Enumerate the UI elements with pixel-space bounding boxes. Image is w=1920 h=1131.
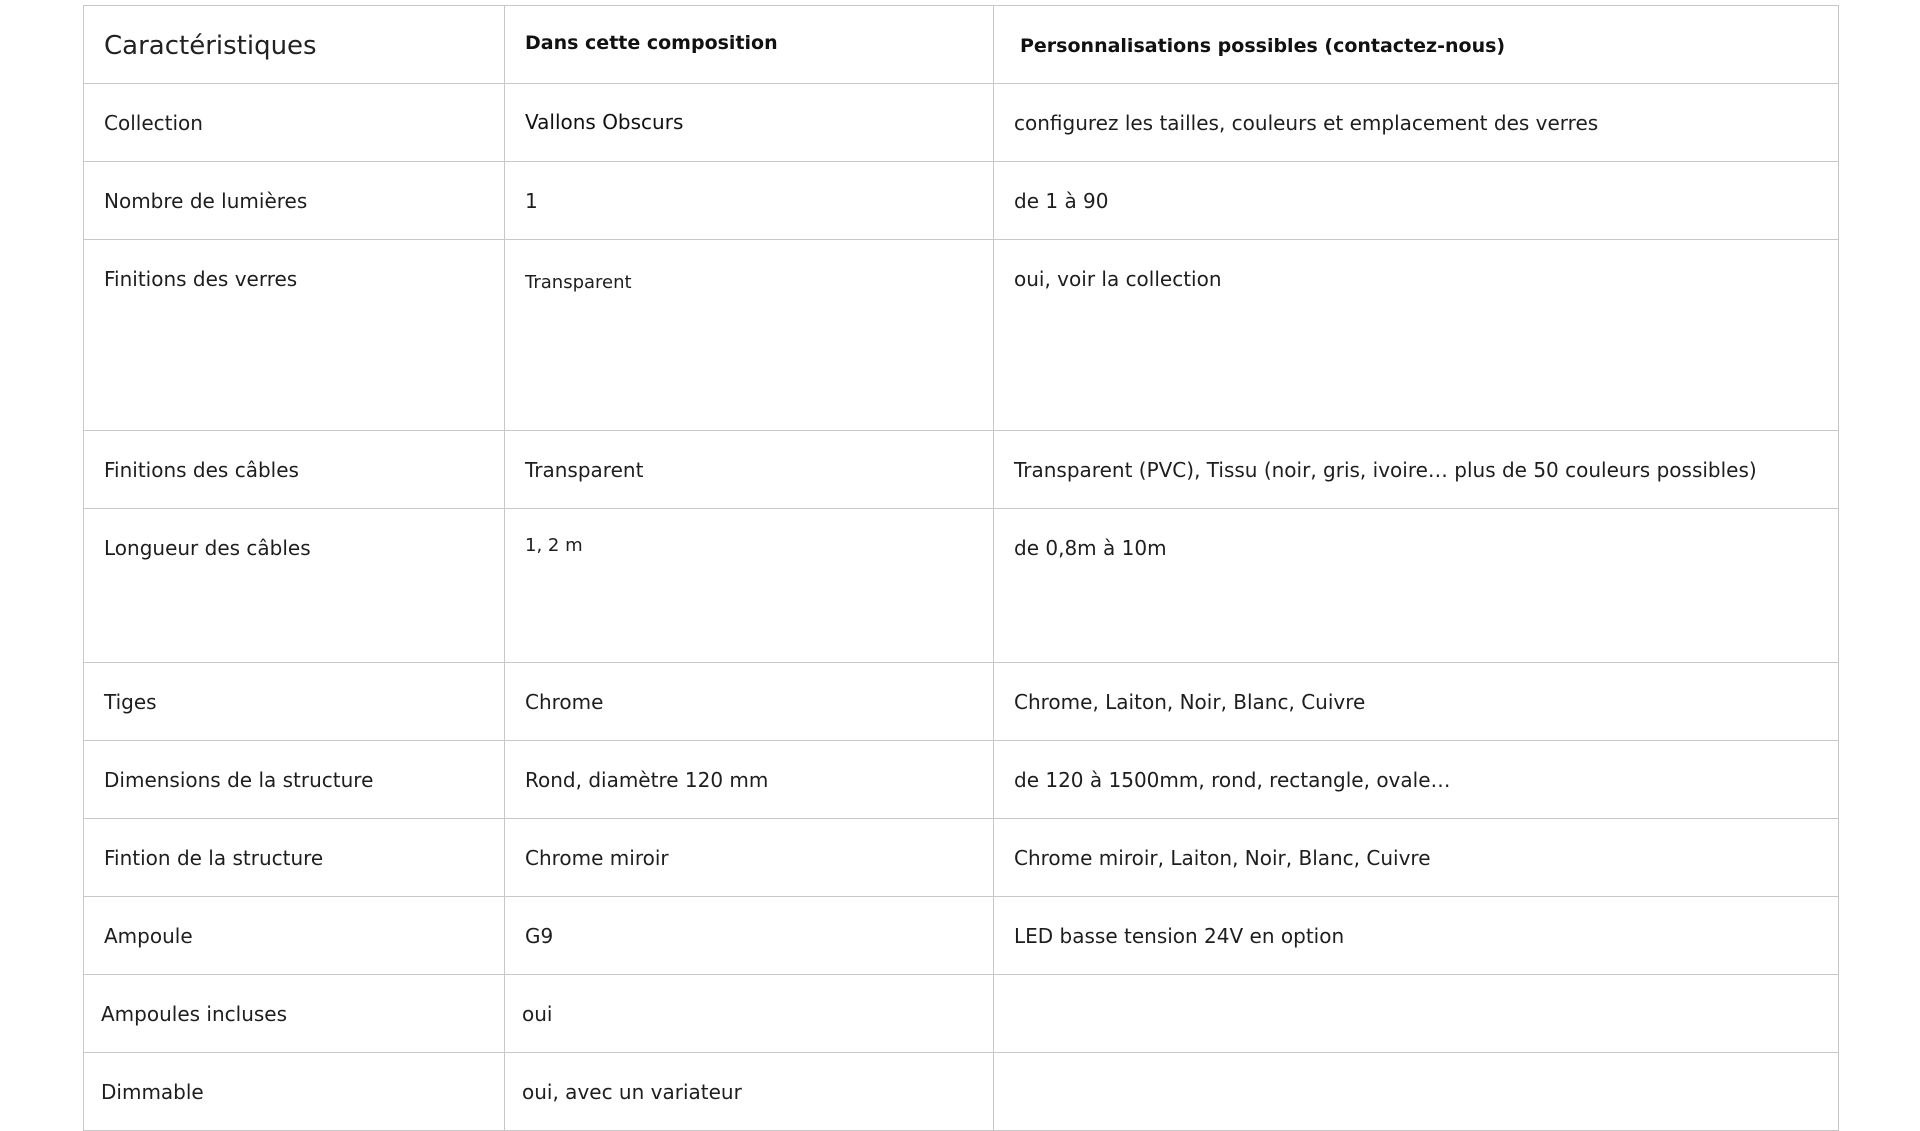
row-composition-value: Chrome <box>505 663 994 741</box>
header-customizations: Personnalisations possibles (contactez-nous) <box>994 6 1839 84</box>
row-label: Collection <box>84 84 505 162</box>
row-customization-value: Chrome, Laiton, Noir, Blanc, Cuivre <box>994 663 1839 741</box>
row-composition-value: Transparent <box>505 240 994 431</box>
table-row <box>84 162 1839 240</box>
row-label: Dimmable <box>84 1053 505 1131</box>
row-customization-value: Chrome miroir, Laiton, Noir, Blanc, Cuivre <box>994 819 1839 897</box>
table-row <box>84 975 1839 1053</box>
table-row <box>84 741 1839 819</box>
row-customization-value <box>994 1053 1839 1131</box>
row-label: Fintion de la structure <box>84 819 505 897</box>
row-composition-value: Transparent <box>505 431 994 509</box>
row-label: Finitions des verres <box>84 240 505 431</box>
table-row <box>84 819 1839 897</box>
row-composition-value: 1, 2 m <box>505 509 994 663</box>
row-composition-value: G9 <box>505 897 994 975</box>
row-label: Ampoule <box>84 897 505 975</box>
row-label: Nombre de lumières <box>84 162 505 240</box>
table-row <box>84 84 1839 162</box>
row-label: Ampoules incluses <box>84 975 505 1053</box>
row-composition-value: oui, avec un variateur <box>505 1053 994 1131</box>
row-label: Longueur des câbles <box>84 509 505 663</box>
row-composition-value: oui <box>505 975 994 1053</box>
row-label: Tiges <box>84 663 505 741</box>
row-customization-value <box>994 975 1839 1053</box>
row-composition-value: Rond, diamètre 120 mm <box>505 741 994 819</box>
row-composition-value: Chrome miroir <box>505 819 994 897</box>
table-row <box>84 897 1839 975</box>
row-customization-value: Transparent (PVC), Tissu (noir, gris, ivoire… plus de 50 couleurs possibles) <box>994 431 1839 509</box>
table-header-row <box>84 6 1839 84</box>
table-row <box>84 663 1839 741</box>
table-row <box>84 509 1839 663</box>
table-row <box>84 240 1839 431</box>
header-composition: Dans cette composition <box>505 6 994 84</box>
row-composition-value: Vallons Obscurs <box>505 84 994 162</box>
row-label: Finitions des câbles <box>84 431 505 509</box>
characteristics-table <box>83 5 1839 1131</box>
row-composition-value: 1 <box>505 162 994 240</box>
row-customization-value: oui, voir la collection <box>994 240 1839 431</box>
row-customization-value: de 1 à 90 <box>994 162 1839 240</box>
table-row <box>84 431 1839 509</box>
table-row <box>84 1053 1839 1131</box>
row-label: Dimensions de la structure <box>84 741 505 819</box>
header-characteristics: Caractéristiques <box>84 6 505 84</box>
row-customization-value: configurez les tailles, couleurs et emplacement des verres <box>994 84 1839 162</box>
row-customization-value: de 0,8m à 10m <box>994 509 1839 663</box>
row-customization-value: de 120 à 1500mm, rond, rectangle, ovale… <box>994 741 1839 819</box>
row-customization-value: LED basse tension 24V en option <box>994 897 1839 975</box>
